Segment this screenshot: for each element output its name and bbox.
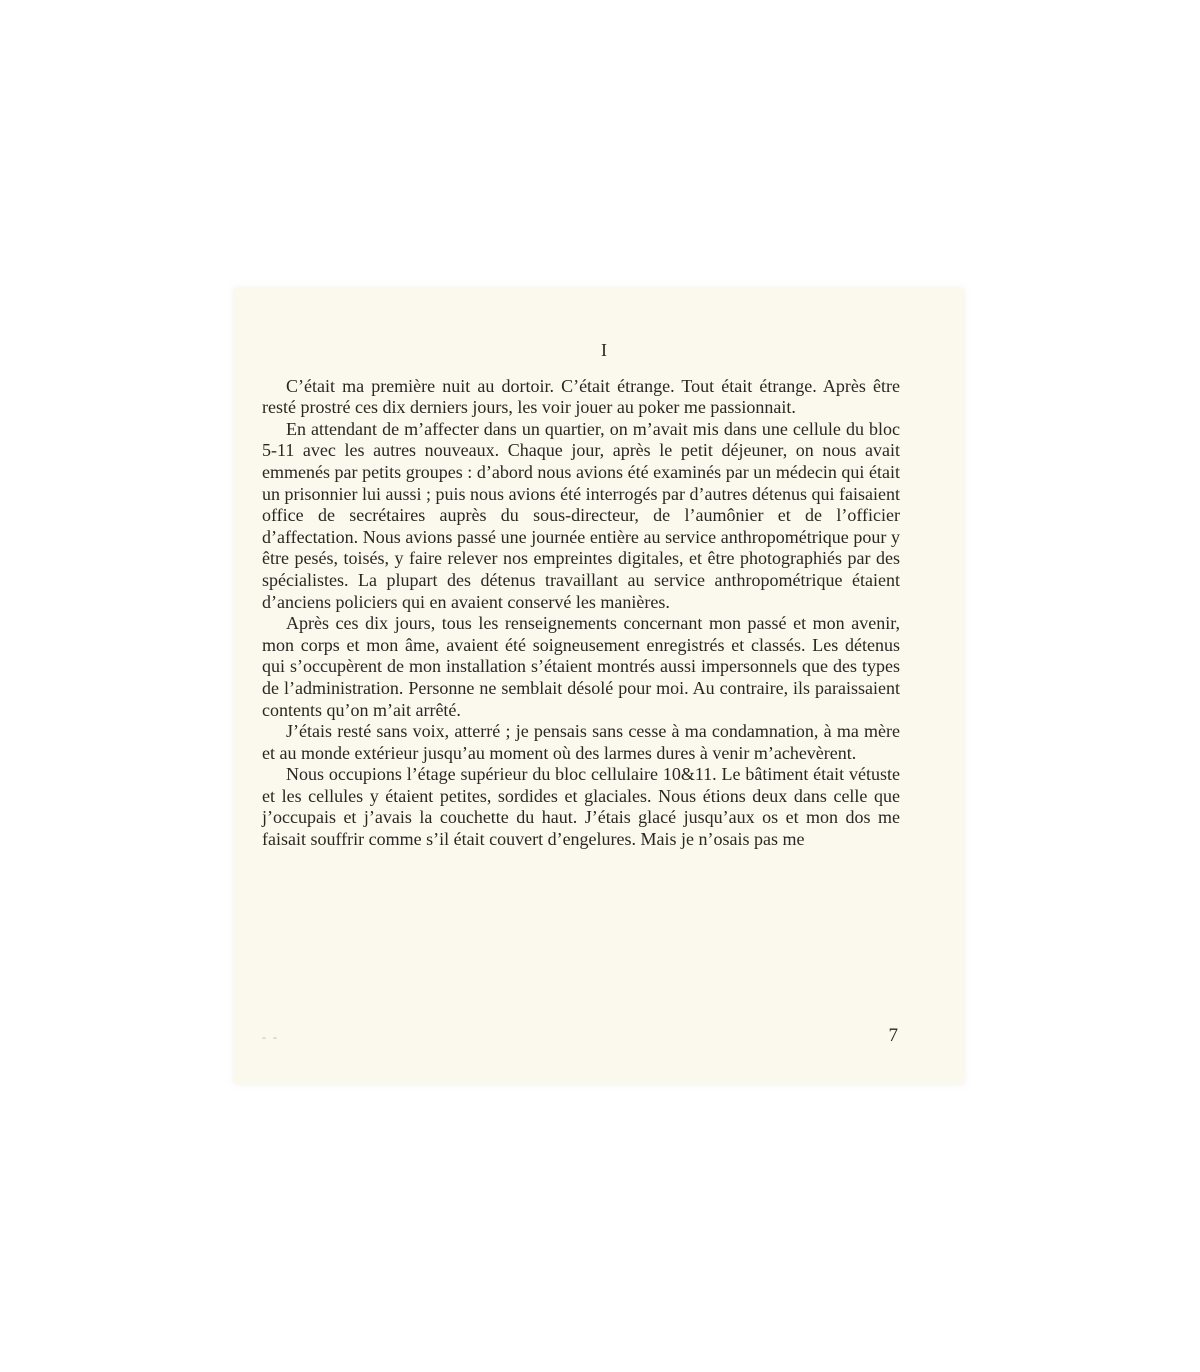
- paragraph: C’était ma première nuit au dortoir. C’était étrange. Tout était étrange. Après être resté prostré ces dix derniers jours, les voir jouer au poker me passionnait.: [262, 375, 900, 418]
- paragraph: J’étais resté sans voix, atterré ; je pensais sans cesse à ma condamnation, à ma mère et au monde extérieur jusqu’au moment où des larmes dures à venir m’achevèrent.: [262, 721, 900, 763]
- paragraph: En attendant de m’affecter dans un quartier, on m’avait mis dans une cellule du bloc 5-11 avec les autres nouveaux. Chaque jour, après le petit déjeuner, on nous avait emmenés par petits groupes : d’abord nous avions été examinés par un médecin qui était un prisonnier lui aussi ; puis nous avions été interrogés par d’autres détenus qui faisaient office de secrétaires auprès du sous-directeur, de l’aumônier et de l’officier d’affectation. Nous avions passé une journée entière au service anthropométrique pour y être pesés, toisés, y faire relever nos empreintes digitales, et être photographiés par des spécialistes. La plupart des détenus travaillant au service anthropométrique étaient d’anciens policiers qui en avaient conservé les manières.: [262, 418, 900, 612]
- page-number: 7: [888, 1025, 898, 1046]
- text-block: [262, 340, 900, 851]
- paragraph: Nous occupions l’étage supérieur du bloc cellulaire 10&11. Le bâtiment était vétuste et les cellules y étaient petites, sordides et glaciales. Nous étions deux dans celle que j’occupais et j’avais la couchette du haut. J’étais glacé jusqu’aux os et mon dos me faisait souffrir comme s’il était couvert d’engelures. Mais je n’osais pas me: [262, 764, 900, 850]
- book-page: [234, 288, 964, 1084]
- paragraph: Après ces dix jours, tous les renseignements concernant mon passé et mon avenir, mon corps et mon âme, avaient été soigneusement enregistrés et classés. Les détenus qui s’occupèrent de mon installation s’étaient montrés aussi impersonnels que des types de l’administration. Personne ne semblait désolé pour moi. Au contraire, ils paraissaient contents qu’on m’ait arrêté.: [262, 613, 900, 720]
- chapter-number: I: [601, 340, 607, 360]
- margin-mark: - -: [262, 1030, 279, 1044]
